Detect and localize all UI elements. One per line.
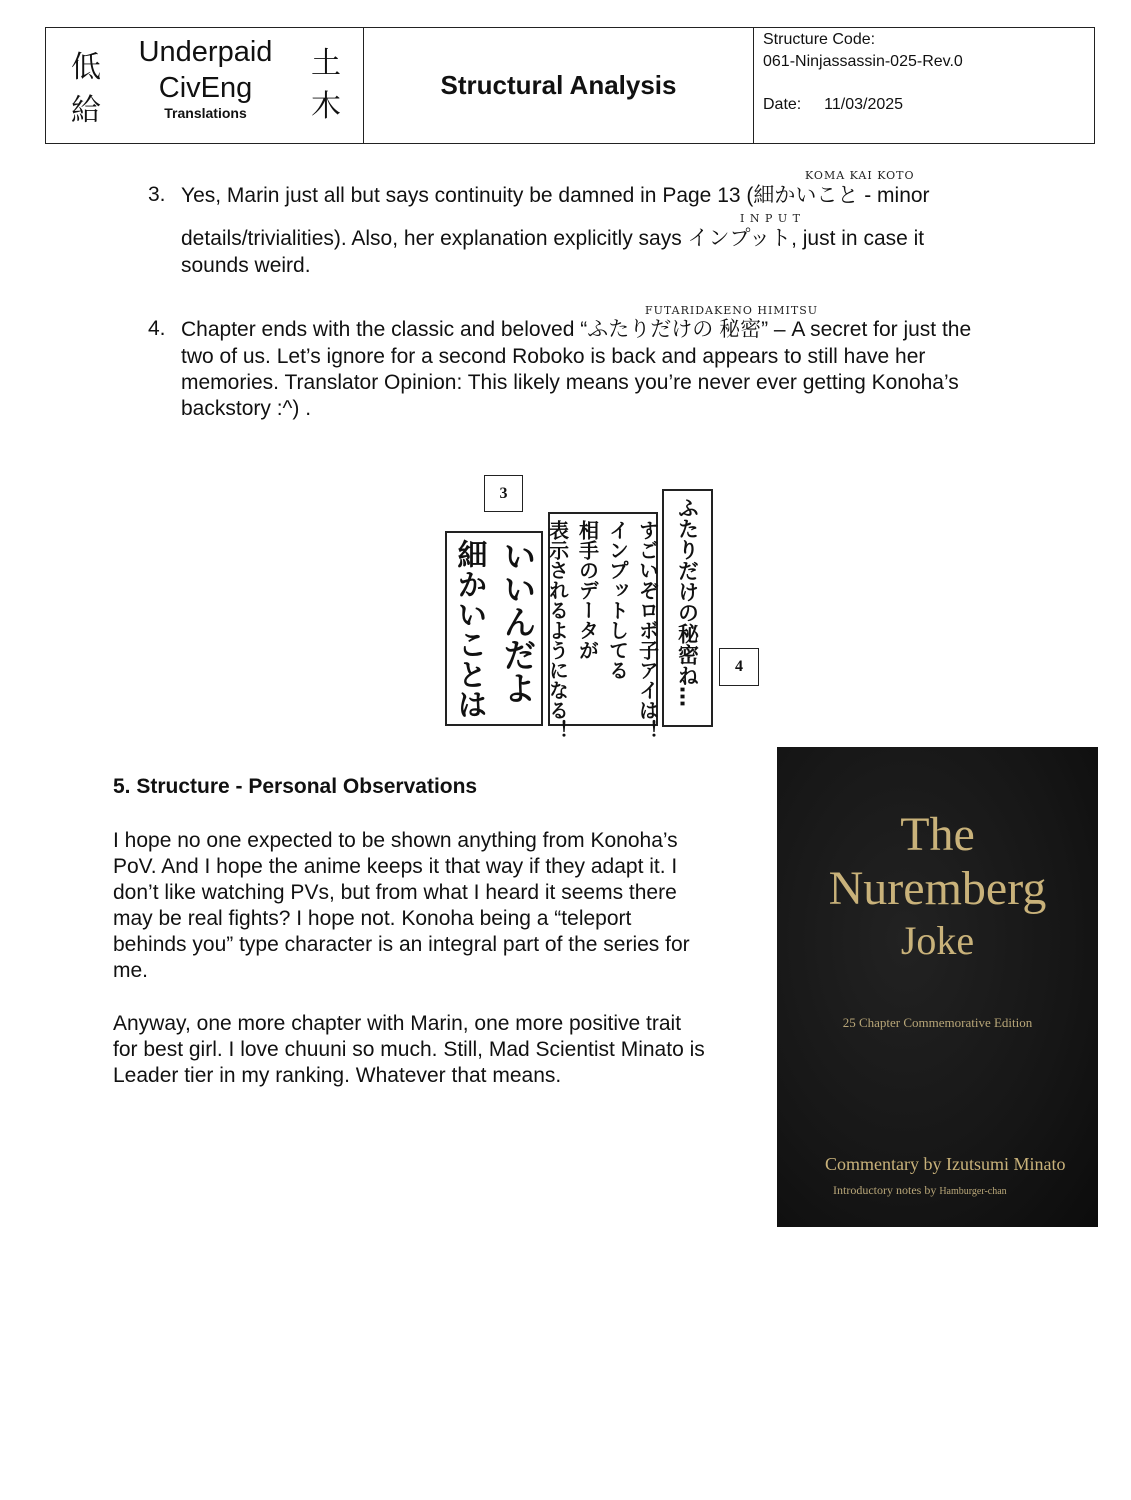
date-line bbox=[763, 96, 903, 114]
item-4-ruby-1: FUTARIDAKENO HIMITSU bbox=[645, 304, 819, 317]
book-title-line-2: Nuremberg bbox=[828, 862, 1047, 915]
document-title: Structural Analysis bbox=[440, 70, 677, 100]
item-3-line-3: sounds weird. bbox=[181, 254, 311, 277]
brand-line-2: CivEng bbox=[158, 72, 253, 104]
para-1-line-3: don’t like watching PVs, but from what I heard it seems there bbox=[113, 881, 677, 904]
book-edition: 25 Chapter Commemorative Edition bbox=[842, 1015, 1033, 1030]
logo-kanji-right-top: 土 bbox=[311, 46, 341, 81]
para-1-line-6: me. bbox=[113, 959, 149, 982]
item-3-number: 3. bbox=[148, 183, 166, 206]
book-title-line-1: The bbox=[900, 808, 975, 861]
bubble-input-line-1: すごいぞロボ子アイは！ bbox=[635, 520, 660, 740]
bubble-input-line-4: 表示されるようになる！ bbox=[545, 520, 570, 740]
section-5-paragraph-1 bbox=[113, 828, 690, 984]
panel-label-4: 4 bbox=[719, 648, 759, 686]
book-title-line-3: Joke bbox=[900, 918, 975, 963]
item-4-number: 4. bbox=[148, 317, 166, 340]
speech-bubble-details bbox=[445, 531, 543, 726]
item-4-line-2: two of us. Let’s ignore for a second Roboko is back and appears to still have her bbox=[181, 345, 926, 368]
bubble-input-line-3: 相手のデータが bbox=[575, 520, 600, 660]
para-2-line-1: Anyway, one more chapter with Marin, one more positive trait bbox=[113, 1012, 682, 1035]
bubble-input-line-2: インプットしてる bbox=[605, 520, 630, 680]
date-label: Date: bbox=[763, 96, 802, 113]
bubble-secret-line-1: ふたりだけの秘密ね… bbox=[675, 497, 700, 707]
panel-label-3: 3 bbox=[484, 475, 523, 512]
title-block bbox=[364, 28, 754, 143]
speech-bubble-secret bbox=[662, 489, 713, 727]
item-3-line-2: details/trivialities). Also, her explanation explicitly says インプット, just in case it bbox=[181, 227, 925, 250]
section-5-heading: 5. Structure - Personal Observations bbox=[113, 775, 478, 798]
para-1-line-1: I hope no one expected to be shown anything from Konoha’s bbox=[113, 829, 678, 852]
book-intro-prefix: Introductory notes by bbox=[833, 1183, 937, 1197]
book-intro-name: Hamburger-chan bbox=[939, 1186, 1007, 1197]
para-2-line-2: for best girl. I love chuuni so much. Still, Mad Scientist Minato is bbox=[113, 1038, 705, 1061]
structure-code-label: Structure Code: bbox=[763, 31, 876, 48]
bubble-details-line-2: 細かいことは bbox=[451, 539, 487, 719]
item-3-ruby-2: I N P U T bbox=[740, 212, 801, 225]
section-5-paragraph-2 bbox=[113, 1011, 705, 1089]
structure-code-value: 061-Ninjassassin-025-Rev.0 bbox=[763, 53, 963, 70]
item-3-ruby-1: KOMA KAI KOTO bbox=[805, 169, 915, 182]
logo-block bbox=[46, 28, 364, 143]
book-intro bbox=[833, 1183, 1007, 1198]
item-4-line-3: memories. Translator Opinion: This likely means you’re never ever getting Konoha’s bbox=[181, 371, 959, 394]
para-1-line-4: may be real fights? I hope not. Konoha being a “teleport bbox=[113, 907, 632, 930]
logo-kanji-right-bottom: 木 bbox=[311, 89, 341, 124]
document-header bbox=[45, 27, 1095, 144]
speech-bubble-input bbox=[545, 512, 660, 740]
item-4-line-4: backstory :^) . bbox=[181, 397, 312, 420]
item-4-line-1: Chapter ends with the classic and beloved “ふたりだけの 秘密” – A secret for just the bbox=[181, 318, 972, 341]
logo-kanji-left-bottom: 給 bbox=[71, 93, 101, 128]
item-3-line-1: Yes, Marin just all but says continuity be damned in Page 13 (細かいこと - minor bbox=[181, 184, 930, 207]
date-value: 11/03/2025 bbox=[824, 96, 904, 113]
para-1-line-2: PoV. And I hope the anime keeps it that way if they adapt it. I bbox=[113, 855, 678, 878]
para-1-line-5: behinds you” type character is an integral part of the series for bbox=[113, 933, 690, 956]
book-cover-image bbox=[777, 747, 1098, 1227]
book-commentary: Commentary by Izutsumi Minato bbox=[825, 1154, 1066, 1174]
brand-line-3: Translations bbox=[164, 105, 247, 121]
logo-kanji-left-top: 低 bbox=[71, 50, 101, 85]
brand-line-1: Underpaid bbox=[138, 36, 273, 68]
para-2-line-3: Leader tier in my ranking. Whatever that means. bbox=[113, 1064, 562, 1087]
meta-block bbox=[754, 28, 1094, 143]
bubble-details-line-1: いいんだよ bbox=[498, 539, 538, 704]
